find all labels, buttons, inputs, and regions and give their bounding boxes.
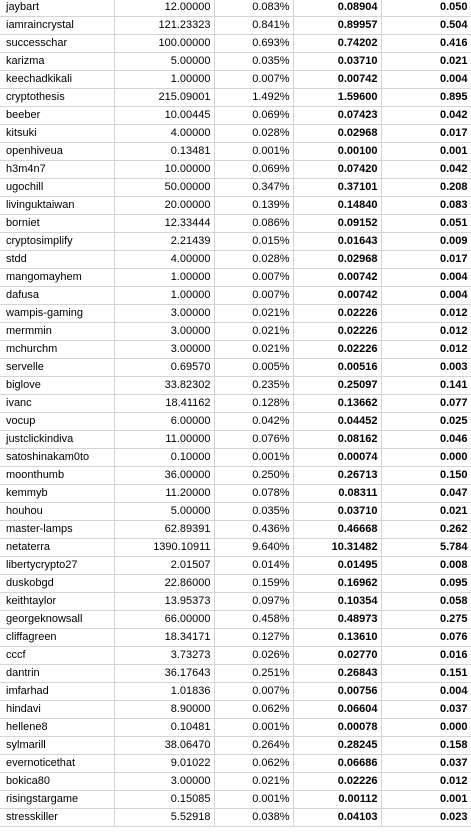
cell-account[interactable]: ivanc <box>0 395 114 413</box>
cell-share[interactable]: 0.023 <box>381 809 471 827</box>
cell-account[interactable]: stresskiller <box>0 809 114 827</box>
cell-value[interactable]: 0.02226 <box>293 773 381 791</box>
cell-percent[interactable]: 0.007% <box>214 287 293 305</box>
table-row <box>0 269 471 287</box>
cell-value[interactable]: 0.28245 <box>293 737 381 755</box>
table-row <box>0 359 471 377</box>
cell-amount[interactable]: 62.89391 <box>114 521 214 539</box>
cell-percent[interactable]: 0.007% <box>214 71 293 89</box>
cell-account[interactable]: duskobgd <box>0 575 114 593</box>
table-row <box>0 179 471 197</box>
cell-value[interactable]: 0.06686 <box>293 755 381 773</box>
cell-value[interactable]: 0.03710 <box>293 503 381 521</box>
cell-value[interactable]: 0.09152 <box>293 215 381 233</box>
cell-value[interactable]: 0.02968 <box>293 125 381 143</box>
cell-value[interactable]: 0.06604 <box>293 701 381 719</box>
table-row <box>0 791 471 809</box>
cell-value[interactable]: 0.01495 <box>293 557 381 575</box>
table-row <box>0 71 471 89</box>
cell-share[interactable]: 0.042 <box>381 161 471 179</box>
cell-share[interactable]: 0.042 <box>381 107 471 125</box>
table-row <box>0 629 471 647</box>
cell-amount[interactable]: 3.73273 <box>114 647 214 665</box>
cell-percent[interactable]: 0.159% <box>214 575 293 593</box>
cell-amount[interactable]: 0.15085 <box>114 791 214 809</box>
cell-percent[interactable]: 0.021% <box>214 323 293 341</box>
cell-percent[interactable]: 0.062% <box>214 701 293 719</box>
cell-amount[interactable]: 3.00000 <box>114 341 214 359</box>
cell-value[interactable]: 0.02770 <box>293 647 381 665</box>
cell-value[interactable]: 0.01643 <box>293 233 381 251</box>
cell-share[interactable]: 0.000 <box>381 449 471 467</box>
cell-value[interactable]: 0.00516 <box>293 359 381 377</box>
cell-share[interactable]: 0.012 <box>381 305 471 323</box>
cell-share[interactable]: 0.021 <box>381 53 471 71</box>
cell-value[interactable]: 0.16962 <box>293 575 381 593</box>
cell-percent[interactable]: 0.086% <box>214 215 293 233</box>
table-row <box>0 377 471 395</box>
cell-percent[interactable]: 0.076% <box>214 431 293 449</box>
cell-account[interactable]: successchar <box>0 35 114 53</box>
cell-value[interactable]: 0.02968 <box>293 251 381 269</box>
cell-amount[interactable]: 5.00000 <box>114 53 214 71</box>
table-row <box>0 161 471 179</box>
cell-value[interactable]: 0.25097 <box>293 377 381 395</box>
cell-share[interactable]: 0.208 <box>381 179 471 197</box>
cell-amount[interactable]: 66.00000 <box>114 611 214 629</box>
cell-share[interactable]: 0.017 <box>381 125 471 143</box>
cell-account[interactable]: mangomayhem <box>0 269 114 287</box>
cell-share[interactable]: 0.504 <box>381 17 471 35</box>
cell-account[interactable]: dantrin <box>0 665 114 683</box>
table-row <box>0 0 471 17</box>
cell-amount[interactable]: 5.00000 <box>114 503 214 521</box>
cell-share[interactable]: 0.012 <box>381 773 471 791</box>
cell-value[interactable]: 0.00742 <box>293 71 381 89</box>
cell-value[interactable]: 10.31482 <box>293 539 381 557</box>
cell-account[interactable]: justclickindiva <box>0 431 114 449</box>
cell-percent[interactable]: 0.069% <box>214 107 293 125</box>
cell-account[interactable]: keechadkikali <box>0 71 114 89</box>
cell-account[interactable]: dafusa <box>0 287 114 305</box>
cell-amount[interactable]: 22.86000 <box>114 575 214 593</box>
cell-percent[interactable]: 0.035% <box>214 53 293 71</box>
cell-value[interactable]: 0.07423 <box>293 107 381 125</box>
cell-share[interactable]: 0.058 <box>381 593 471 611</box>
cell-share[interactable]: 0.025 <box>381 413 471 431</box>
cell-account[interactable]: risingstargame <box>0 791 114 809</box>
cell-amount[interactable]: 10.00000 <box>114 161 214 179</box>
table-row <box>0 719 471 737</box>
cell-share[interactable]: 0.047 <box>381 485 471 503</box>
cell-value[interactable]: 0.37101 <box>293 179 381 197</box>
cell-value[interactable]: 0.13610 <box>293 629 381 647</box>
cell-percent[interactable]: 0.015% <box>214 233 293 251</box>
cell-percent[interactable]: 0.001% <box>214 449 293 467</box>
cell-account[interactable]: hindavi <box>0 701 114 719</box>
cell-value[interactable]: 0.03710 <box>293 53 381 71</box>
cell-value[interactable]: 0.74202 <box>293 35 381 53</box>
cell-value[interactable]: 0.89957 <box>293 17 381 35</box>
table-row <box>0 35 471 53</box>
cell-amount[interactable]: 1.00000 <box>114 71 214 89</box>
cell-amount[interactable]: 3.00000 <box>114 305 214 323</box>
cell-account[interactable]: netaterra <box>0 539 114 557</box>
cell-percent[interactable]: 0.001% <box>214 791 293 809</box>
cell-account[interactable]: kemmyb <box>0 485 114 503</box>
cell-share[interactable]: 0.012 <box>381 341 471 359</box>
table-row <box>0 755 471 773</box>
table-row <box>0 665 471 683</box>
cell-percent[interactable]: 0.038% <box>214 809 293 827</box>
cell-share[interactable]: 0.009 <box>381 233 471 251</box>
cell-value[interactable]: 0.00756 <box>293 683 381 701</box>
cell-percent[interactable]: 0.069% <box>214 161 293 179</box>
cell-share[interactable]: 0.004 <box>381 269 471 287</box>
cell-amount[interactable]: 11.20000 <box>114 485 214 503</box>
cell-account[interactable]: satoshinakam0to <box>0 449 114 467</box>
cell-account[interactable]: karizma <box>0 53 114 71</box>
cell-value[interactable]: 0.08311 <box>293 485 381 503</box>
cell-account[interactable]: mchurchm <box>0 341 114 359</box>
cell-share[interactable]: 0.083 <box>381 197 471 215</box>
cell-amount[interactable]: 3.00000 <box>114 773 214 791</box>
table-row <box>0 593 471 611</box>
cell-percent[interactable]: 0.001% <box>214 719 293 737</box>
cell-amount[interactable]: 121.23323 <box>114 17 214 35</box>
table-row <box>0 89 471 107</box>
cell-amount[interactable]: 1390.10911 <box>114 539 214 557</box>
cell-account[interactable]: vocup <box>0 413 114 431</box>
table-row <box>0 341 471 359</box>
cell-amount[interactable]: 9.01022 <box>114 755 214 773</box>
table-row <box>0 467 471 485</box>
cell-account[interactable]: bokica80 <box>0 773 114 791</box>
cell-share[interactable]: 0.004 <box>381 287 471 305</box>
cell-share[interactable]: 0.012 <box>381 323 471 341</box>
cell-percent[interactable]: 0.347% <box>214 179 293 197</box>
cell-share[interactable]: 0.004 <box>381 683 471 701</box>
cell-value[interactable]: 0.08162 <box>293 431 381 449</box>
cell-value[interactable]: 0.00078 <box>293 719 381 737</box>
cell-percent[interactable]: 0.693% <box>214 35 293 53</box>
cell-amount[interactable]: 0.10481 <box>114 719 214 737</box>
cell-value[interactable]: 0.02226 <box>293 341 381 359</box>
cell-share[interactable]: 0.095 <box>381 575 471 593</box>
cell-amount[interactable]: 2.21439 <box>114 233 214 251</box>
cell-account[interactable]: borniet <box>0 215 114 233</box>
cell-account[interactable]: kitsuki <box>0 125 114 143</box>
table-row <box>0 233 471 251</box>
cell-percent[interactable]: 0.035% <box>214 503 293 521</box>
table-row <box>0 737 471 755</box>
cell-share[interactable]: 0.077 <box>381 395 471 413</box>
cell-share[interactable]: 0.000 <box>381 719 471 737</box>
cell-amount[interactable]: 12.00000 <box>114 0 214 17</box>
cell-account[interactable]: sylmarill <box>0 737 114 755</box>
cell-account[interactable]: imfarhad <box>0 683 114 701</box>
cell-amount[interactable]: 38.06470 <box>114 737 214 755</box>
cell-amount[interactable]: 18.34171 <box>114 629 214 647</box>
table-row <box>0 485 471 503</box>
cell-share[interactable]: 0.046 <box>381 431 471 449</box>
cell-amount[interactable]: 1.00000 <box>114 269 214 287</box>
cell-share[interactable]: 0.050 <box>381 0 471 17</box>
cell-account[interactable]: cryptothesis <box>0 89 114 107</box>
table-row <box>0 143 471 161</box>
cell-value[interactable]: 0.26713 <box>293 467 381 485</box>
cell-amount[interactable]: 4.00000 <box>114 251 214 269</box>
cell-share[interactable]: 0.021 <box>381 503 471 521</box>
cell-percent[interactable]: 0.007% <box>214 683 293 701</box>
cell-share[interactable]: 0.895 <box>381 89 471 107</box>
cell-account[interactable]: livinguktaiwan <box>0 197 114 215</box>
cell-share[interactable]: 0.003 <box>381 359 471 377</box>
cell-value[interactable]: 0.00074 <box>293 449 381 467</box>
cell-percent[interactable]: 0.083% <box>214 0 293 17</box>
cell-value[interactable]: 0.26843 <box>293 665 381 683</box>
cell-percent[interactable]: 0.139% <box>214 197 293 215</box>
cell-amount[interactable]: 6.00000 <box>114 413 214 431</box>
table-row <box>0 809 471 827</box>
cell-amount[interactable]: 0.69570 <box>114 359 214 377</box>
cell-amount[interactable]: 20.00000 <box>114 197 214 215</box>
table-row <box>0 449 471 467</box>
table-row <box>0 287 471 305</box>
cell-account[interactable]: stdd <box>0 251 114 269</box>
cell-value[interactable]: 0.00112 <box>293 791 381 809</box>
cell-amount[interactable]: 100.00000 <box>114 35 214 53</box>
cell-value[interactable]: 0.04452 <box>293 413 381 431</box>
cell-value[interactable]: 0.00742 <box>293 287 381 305</box>
cell-percent[interactable]: 0.028% <box>214 251 293 269</box>
cell-account[interactable]: mermmin <box>0 323 114 341</box>
cell-percent[interactable]: 0.007% <box>214 269 293 287</box>
cell-share[interactable]: 0.001 <box>381 791 471 809</box>
cell-percent[interactable]: 0.841% <box>214 17 293 35</box>
cell-account[interactable]: iamraincrystal <box>0 17 114 35</box>
cell-account[interactable]: keithtaylor <box>0 593 114 611</box>
cell-amount[interactable]: 18.41162 <box>114 395 214 413</box>
cell-value[interactable]: 0.10354 <box>293 593 381 611</box>
cell-value[interactable]: 0.08904 <box>293 0 381 17</box>
cell-account[interactable]: cryptosimplify <box>0 233 114 251</box>
table-row <box>0 53 471 71</box>
cell-account[interactable]: ugochill <box>0 179 114 197</box>
cell-share[interactable]: 0.037 <box>381 755 471 773</box>
cell-amount[interactable]: 215.09001 <box>114 89 214 107</box>
cell-percent[interactable]: 0.001% <box>214 143 293 161</box>
cell-percent[interactable]: 1.492% <box>214 89 293 107</box>
cell-amount[interactable]: 8.90000 <box>114 701 214 719</box>
table-row <box>0 413 471 431</box>
cell-amount[interactable]: 5.52918 <box>114 809 214 827</box>
cell-percent[interactable]: 0.005% <box>214 359 293 377</box>
cell-share[interactable]: 0.275 <box>381 611 471 629</box>
cell-share[interactable]: 0.017 <box>381 251 471 269</box>
table-row <box>0 431 471 449</box>
cell-share[interactable]: 0.150 <box>381 467 471 485</box>
cell-share[interactable]: 0.141 <box>381 377 471 395</box>
cell-percent[interactable]: 0.458% <box>214 611 293 629</box>
cell-account[interactable]: cccf <box>0 647 114 665</box>
cell-percent[interactable]: 0.062% <box>214 755 293 773</box>
cell-value[interactable]: 0.00742 <box>293 269 381 287</box>
table-row <box>0 521 471 539</box>
cell-value[interactable]: 1.59600 <box>293 89 381 107</box>
cell-amount[interactable]: 2.01507 <box>114 557 214 575</box>
cell-percent[interactable]: 0.026% <box>214 647 293 665</box>
cell-account[interactable]: evernoticethat <box>0 755 114 773</box>
cell-account[interactable]: moonthumb <box>0 467 114 485</box>
cell-value[interactable]: 0.46668 <box>293 521 381 539</box>
cell-percent[interactable]: 0.251% <box>214 665 293 683</box>
cell-account[interactable]: houhou <box>0 503 114 521</box>
table-row <box>0 773 471 791</box>
cell-account[interactable]: libertycrypto27 <box>0 557 114 575</box>
cell-value[interactable]: 0.02226 <box>293 323 381 341</box>
cell-amount[interactable]: 4.00000 <box>114 125 214 143</box>
cell-share[interactable]: 0.158 <box>381 737 471 755</box>
cell-amount[interactable]: 50.00000 <box>114 179 214 197</box>
table-row <box>0 539 471 557</box>
cell-percent[interactable]: 0.235% <box>214 377 293 395</box>
table-row <box>0 107 471 125</box>
cell-share[interactable]: 0.051 <box>381 215 471 233</box>
table-row <box>0 125 471 143</box>
cell-percent[interactable]: 0.021% <box>214 341 293 359</box>
cell-amount[interactable]: 33.82302 <box>114 377 214 395</box>
cell-amount[interactable]: 36.00000 <box>114 467 214 485</box>
cell-amount[interactable]: 1.00000 <box>114 287 214 305</box>
cell-percent[interactable]: 0.028% <box>214 125 293 143</box>
cell-amount[interactable]: 12.33444 <box>114 215 214 233</box>
cell-share[interactable]: 0.076 <box>381 629 471 647</box>
table-row <box>0 395 471 413</box>
cell-value[interactable]: 0.00100 <box>293 143 381 161</box>
cell-value[interactable]: 0.04103 <box>293 809 381 827</box>
cell-amount[interactable]: 36.17643 <box>114 665 214 683</box>
cell-account[interactable]: master-lamps <box>0 521 114 539</box>
table-row <box>0 323 471 341</box>
table-row <box>0 557 471 575</box>
cell-percent[interactable]: 0.264% <box>214 737 293 755</box>
cell-account[interactable]: georgeknowsall <box>0 611 114 629</box>
cell-share[interactable]: 0.004 <box>381 71 471 89</box>
cell-percent[interactable]: 0.127% <box>214 629 293 647</box>
cell-share[interactable]: 0.416 <box>381 35 471 53</box>
cell-share[interactable]: 0.001 <box>381 143 471 161</box>
cell-amount[interactable]: 1.01836 <box>114 683 214 701</box>
table-row <box>0 215 471 233</box>
cell-percent[interactable]: 0.250% <box>214 467 293 485</box>
cell-account[interactable]: biglove <box>0 377 114 395</box>
cell-value[interactable]: 0.13662 <box>293 395 381 413</box>
table-row <box>0 305 471 323</box>
cell-share[interactable]: 0.008 <box>381 557 471 575</box>
table-row <box>0 575 471 593</box>
cell-account[interactable]: wampis-gaming <box>0 305 114 323</box>
cell-amount[interactable]: 3.00000 <box>114 323 214 341</box>
cell-percent[interactable]: 0.014% <box>214 557 293 575</box>
cell-account[interactable]: beeber <box>0 107 114 125</box>
cell-percent[interactable]: 0.078% <box>214 485 293 503</box>
cell-share[interactable]: 0.262 <box>381 521 471 539</box>
cell-percent[interactable]: 0.021% <box>214 773 293 791</box>
cell-amount[interactable]: 0.13481 <box>114 143 214 161</box>
cell-account[interactable]: cliffagreen <box>0 629 114 647</box>
table-row <box>0 251 471 269</box>
cell-account[interactable]: hellene8 <box>0 719 114 737</box>
table-row <box>0 683 471 701</box>
cell-account[interactable]: h3m4n7 <box>0 161 114 179</box>
cell-account[interactable]: servelle <box>0 359 114 377</box>
cell-amount[interactable]: 10.00445 <box>114 107 214 125</box>
cell-percent[interactable]: 0.042% <box>214 413 293 431</box>
table-row <box>0 197 471 215</box>
cell-share[interactable]: 5.784 <box>381 539 471 557</box>
cell-percent[interactable]: 0.128% <box>214 395 293 413</box>
cell-value[interactable]: 0.48973 <box>293 611 381 629</box>
cell-amount[interactable]: 13.95373 <box>114 593 214 611</box>
cell-amount[interactable]: 0.10000 <box>114 449 214 467</box>
table-row <box>0 647 471 665</box>
table-row <box>0 611 471 629</box>
cell-share[interactable]: 0.016 <box>381 647 471 665</box>
cell-share[interactable]: 0.151 <box>381 665 471 683</box>
cell-amount[interactable]: 11.00000 <box>114 431 214 449</box>
cell-percent[interactable]: 0.097% <box>214 593 293 611</box>
cell-percent[interactable]: 0.021% <box>214 305 293 323</box>
table-row <box>0 17 471 35</box>
cell-share[interactable]: 0.037 <box>381 701 471 719</box>
cell-value[interactable]: 0.07420 <box>293 161 381 179</box>
cell-percent[interactable]: 9.640% <box>214 539 293 557</box>
cell-account[interactable]: jaybart <box>0 0 114 17</box>
cell-value[interactable]: 0.14840 <box>293 197 381 215</box>
cell-value[interactable]: 0.02226 <box>293 305 381 323</box>
cell-percent[interactable]: 0.436% <box>214 521 293 539</box>
table-row <box>0 701 471 719</box>
table-row <box>0 503 471 521</box>
cell-account[interactable]: openhiveua <box>0 143 114 161</box>
